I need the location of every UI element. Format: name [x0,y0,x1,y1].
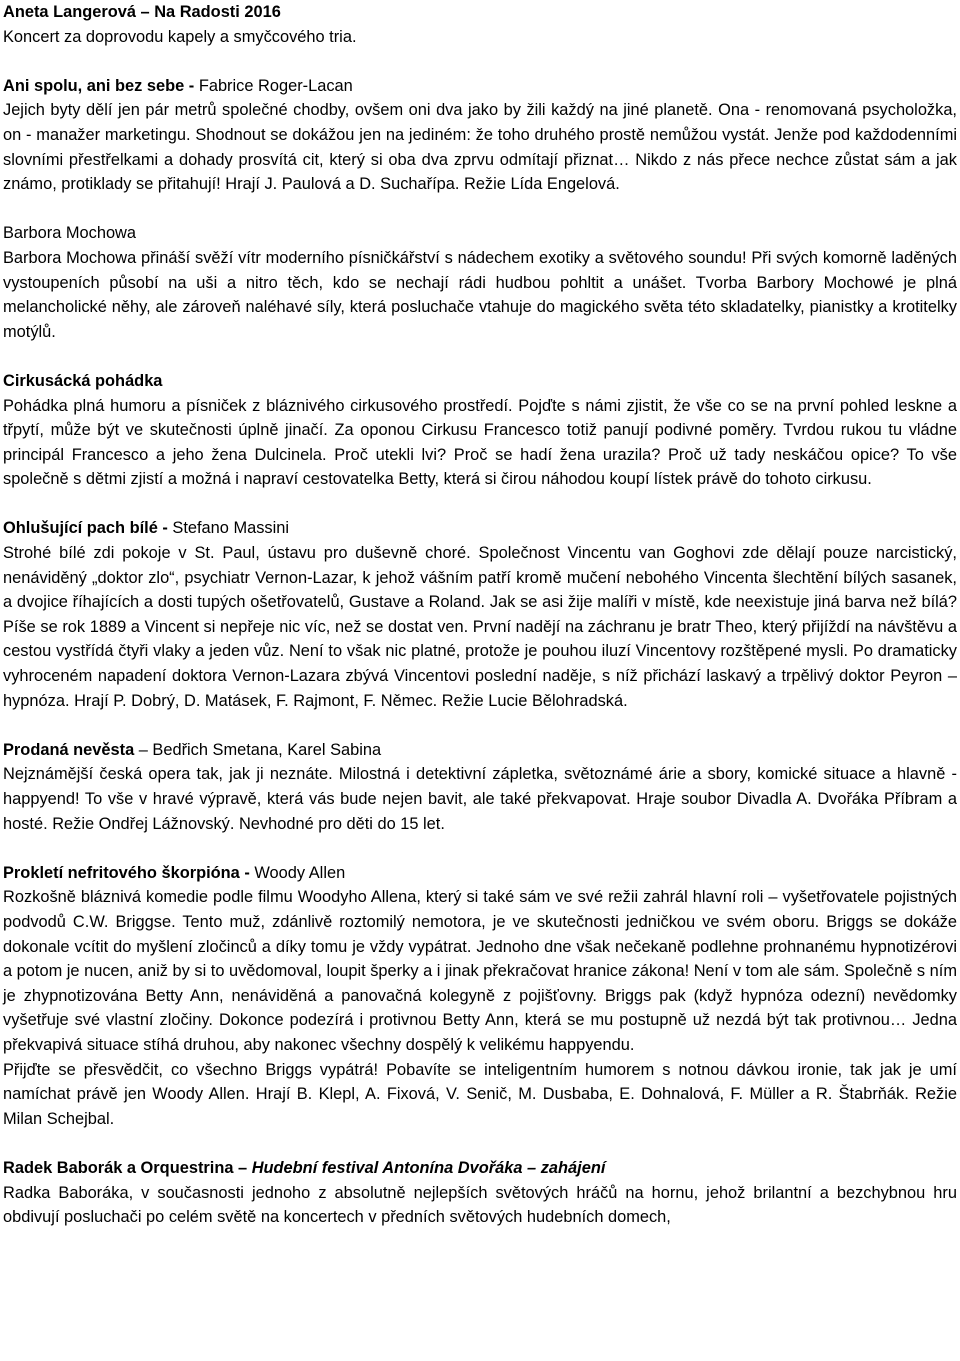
heading-bold: Ani spolu, ani bez sebe - [3,76,199,95]
section-text: Barbora Mochowa přináší svěží vítr moderního písničkářství s nádechem exotiky a světového soundu! Při svých komorně laděných vystoupeních působí na uši a nitro těch, kdo se nechají rádi hudbou pohltit a unášet. Tvorba Barbory Mochowé je plná melancholické něhy, ale zároveň naléhavé síly, která posluchače vtahuje do magického světa této skladatelky, pianistky a krotitelky motýlů. [3,248,957,341]
section-heading [3,74,957,99]
section-heading [3,861,957,886]
section-text: Pohádka plná humoru a písniček z bláznivého cirkusového prostředí. Pojďte s námi zjistit, že vše co se na první pohled leskne a třpytí, může být ve skutečnosti úplně jinačí. Za oponou Cirkusu Francesco totiž panují podivné poměry. Tvrdou rukou tu vládne principál Francesco a jeho žena Dulcinela. Proč utekli lvi? Proč se hadí žena urazila? Proč už tady neskáčou opice? To vše společně s dětmi zjistí a možná i napraví cestovatelka Betty, která si čirou náhodou koupí lístek právě do tohoto cirkusu. [3,396,957,489]
section-ani-spolu [3,74,957,197]
heading-author: – Bedřich Smetana, Karel Sabina [134,740,382,759]
heading-italic: Hudební festival Antonína Dvořáka – zahájení [251,1158,606,1177]
section-text: Nejznámější česká opera tak, jak ji neznáte. Milostná i detektivní zápletka, světoznámé árie a sbory, komické situace a hlavně - happyend! To vše v hravé výpravě, která vás bude nejen bavit, ale také překvapovat. Hraje soubor Divadla A. Dvořáka Příbram a hosté. Režie Ondřej Lážnovský. Nevhodné pro děti do 15 let. [3,765,957,833]
spacer [3,1131,957,1156]
document-page [3,0,957,1230]
heading-bold: Prodaná nevěsta [3,740,135,759]
spacer [3,492,957,517]
section-heading [3,1156,957,1181]
section-prodana-nevesta [3,738,957,836]
heading-title: Barbora Mochowa [3,224,137,243]
section-heading [3,738,957,763]
heading-author: Stefano Massini [172,519,290,538]
heading-bold: Ohlušující pach bílé - [3,519,173,538]
section-barbora-mochowa [3,221,957,344]
spacer [3,49,957,74]
section-cirkusacka-pohadka [3,369,957,492]
spacer [3,836,957,861]
section-radek-báborak [3,1156,957,1230]
section-text: Koncert za doprovodu kapely a smyčcového tria. [3,27,357,46]
section-aneta-langerova [3,0,957,49]
spacer [3,344,957,369]
section-heading [3,0,957,25]
heading-bold: Radek Baborák a Orquestrina – [3,1158,252,1177]
section-ohlusujici-pach-bile [3,516,957,713]
spacer [3,713,957,738]
section-heading [3,369,957,394]
section-text: Jejich byty dělí jen pár metrů společné chodby, ovšem oni dva jako by žili každý na jiné planetě. Ona - renomovaná psycholožka, on - manažer marketingu. Shodnout se dokážou jen na jediném: že toho druhého prostě nemůžou vystát. Jenže pod každodenními slovními přestřelkami a dohady prosvítá cit, který si oba dva zprvu odmítají přiznat… Nikdo z nás přece nechce zůstat sám a jak známo, protiklady se přitahují! Hrají J. Paulová a D. Suchařípa. Režie Lída Engelová. [3,101,957,194]
section-text: Rozkošně bláznivá komedie podle filmu Woodyho Allena, který si také sám ve své režii zahrál hlavní roli – vyšetřovatele pojistných podvodů C.W. Briggse. Tento muž, zdánlivě roztomilý nemotora, je ve skutečnosti jedničkou ve svém oboru. Briggs se dokáže dokonale vcítit do myšlení zločinců a díky tomu je vždy vypátrat. Jednoho dne však nečekaně podlehne prohnanému hypnotizérovi a potom je nucen, aniž by si to uvědomoval, loupit šperky a i jinak překračovat hranice zákona! Není v tom ale sám. Společně s ním je zhypnotizována Betty Ann, nenáviděná a panovačná kolegyně z pojišťovny. Briggs pak (když hypnóza odezní) nevědomky vyšetřuje své vlastní zločiny. Dokonce podezírá i protivnou Betty Ann, která se mu postupně už nezdá být tak protivnou… Jedna překvapivá situace stíhá druhou, aby nakonec všechny dospělý k velikému happyendu. [3,888,957,1054]
section-heading [3,516,957,541]
section-text-continued: Přijďte se přesvědčit, co všechno Briggs vypátrá! Pobavíte se inteligentním humorem s notnou dávkou ironie, tak jak je umí namíchat právě jen Woody Allen. Hrají B. Klepl, A. Fixová, V. Senič, M. Dusbaba, E. Dohnalová, F. Müller a R. Štabrňák. Režie Milan Schejbal. [3,1060,957,1128]
spacer [3,197,957,222]
section-text: Radka Baboráka, v současnosti jednoho z absolutně nejlepších světových hráčů na hornu, jehož brilantní a bezchybnou hru obdivují posluchači po celém světě na koncertech v předních světových hudebních domech, [3,1183,957,1227]
heading-bold: Prokletí nefritového škorpióna - [3,863,255,882]
heading-bold: Cirkusácká pohádka [3,371,163,390]
section-text: Strohé bílé zdi pokoje v St. Paul, ústavu pro duševně choré. Společnost Vincentu van Goghovi zde dělají pouze narcistický, nenáviděný „doktor zlo“, psychiatr Vernon-Lazar, k jehož vášním patří kromě mučení nebohého Vincenta šlechtění bílých sasanek, a dvojice říhajících a dosti tupých ošetřovatelů, Gustave a Roland. Jak se asi žije malíři v místě, kde neexistuje jiná barva než bílá? Píše se rok 1889 a Vincent si nepřeje nic víc, než se dostat ven. První nadějí na záchranu je bratr Theo, který přijíždí na návštěvu a cestou vystřídá čtyři vlaky a jeden vůz. Není to však nic platné, protože je pouhou iluzí Vincentovy rozštěpené mysli. Po dramaticky vyhroceném napadení doktora Vernon-Lazara zbývá Vincentovi poslední naděje, s níž přichází laskavý a trpělivý doktor Peyron – hypnóza. Hrají P. Dobrý, D. Matásek, F. Rajmont, F. Němec. Režie Lucie Bělohradská. [3,544,957,710]
section-prokleti-nefritoveho-skorpiona [3,861,957,1132]
heading-author: Woody Allen [254,863,346,882]
section-heading [3,221,957,246]
heading-bold: Aneta Langerová – Na Radosti 2016 [3,3,281,21]
heading-author: Fabrice Roger-Lacan [198,76,353,95]
